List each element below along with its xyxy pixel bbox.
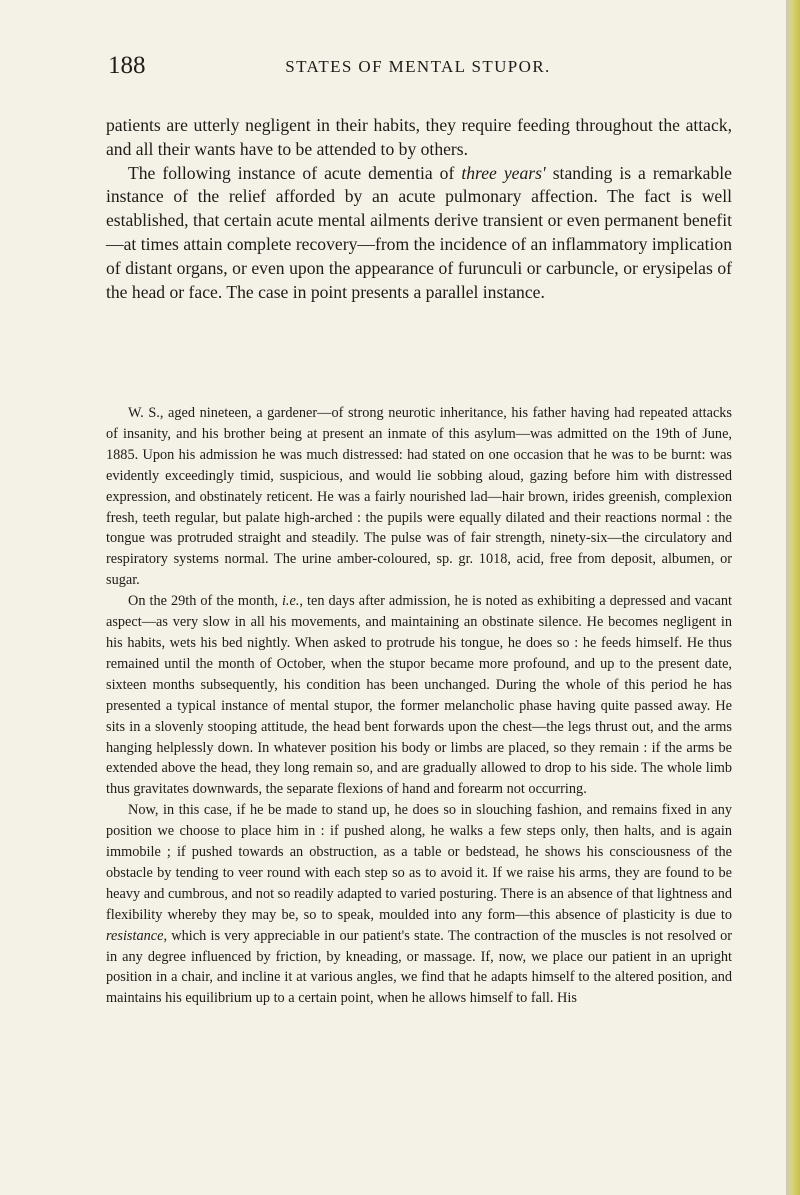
- italic-text: three years': [461, 162, 546, 183]
- running-head: STATES OF MENTAL STUPOR.: [285, 57, 551, 76]
- text-span: standing is a remarkable instance of the relief afforded by an acute pulmonary affection. The fact is well established, that certain acute mental ailments derive transient or even permanent benefit—at times attain complete recovery—from the incidence of an inflammatory implication of distant organs, or even upon the appearance of furunculi or carbuncle, or erysipelas of the head or face. The case in point presents a parallel instance.: [106, 162, 732, 302]
- text-span: Now, in this case, if he be made to stand up, he does so in slouching fashion, and remains fixed in any position we choose to place him in : if pushed along, he walks a few steps only, then halts, and is again immobile ; if pushed towards an obstruction, as a table or bedstead, he shows his consciousness of the obstacle by tending to veer round with each step so as to avoid it. If we raise his arms, they are found to be heavy and cumbrous, and not so readily adapted to varied posturing. There is an absence of that lightness and flexibility whereby they may be, so to speak, moulded into any form—this absence of plasticity is due to: [106, 802, 732, 923]
- text-span: , which is very appreciable in our patient's state. The contraction of the muscles is not resolved or in any degree influenced by friction, by kneading, or massage. If, now, we place our patient in an upright position in a chair, and incline it at various angles, we find that he adapts himself to the altered position, and maintains his equilibrium up to a certain point, when he allows himself to fall. His: [106, 927, 732, 1007]
- text-span: The following instance of acute dementia of: [128, 162, 462, 183]
- paragraph-dementia-instance: [106, 162, 732, 305]
- main-text: [106, 114, 732, 304]
- text-span: On the 29th of the month,: [128, 593, 282, 610]
- case-paragraph-resistance: [106, 800, 732, 1009]
- edge-shadow: [786, 0, 792, 1195]
- paragraph-continuation: patients are utterly negligent in their habits, they require feeding throughout the attack, and all their wants have to be attended to by others.: [106, 115, 732, 159]
- case-report: [106, 403, 732, 1009]
- text-span: , ten days after admission, he is noted as exhibiting a depressed and vacant aspect—as very slow in all his movements, and maintaining an obstinate silence. He becomes negligent in his habits, wets his bed nightly. When asked to protrude his tongue, he does so : he feeds himself. He thus remained until the month of October, when the stupor became more profound, and up to the present date, sixteen months subsequently, his condition has been unchanged. During the whole of this period he has presented a typical instance of mental stupor, the former melancholic phase having quite passed away. He sits in a slovenly stooping attitude, the head bent forwards upon the chest—the legs thrust out, and the arms hanging helplessly down. In whatever position his body or limbs are placed, so they remain : if the arms be extended above the head, they long remain so, and are gradually allowed to drop to his side. The whole limb thus gravitates downwards, the separate flexions of hand and forearm not occurring.: [106, 593, 732, 798]
- italic-text: i.e.: [281, 593, 300, 610]
- italic-text: resistance: [106, 927, 164, 944]
- page-header: [108, 52, 728, 80]
- page-edge: [786, 0, 800, 1195]
- case-paragraph-admission: W. S., aged nineteen, a gardener—of strong neurotic inheritance, his father having had repeated attacks of insanity, and his brother being at present an inmate of this asylum—was admitted on the 19th of June, 1885. Upon his admission he was much distressed: had stated on one occasion that he was to be burnt: was evidently exceedingly timid, suspicious, and would lie sobbing aloud, gazing before him with distressed expression, and obstinately reticent. He was a fairly nourished lad—hair brown, irides greenish, complexion fresh, teeth regular, but palate high-arched : the pupils were equally dilated and their reactions normal : the tongue was protruded straight and steadily. The pulse was of fair strength, ninety-six—the circulatory and respiratory systems normal. The urine amber-coloured, sp. gr. 1018, acid, free from deposit, albumen, or sugar.: [106, 405, 732, 589]
- page-number: 188: [108, 52, 146, 79]
- case-paragraph-stupor: [106, 591, 732, 800]
